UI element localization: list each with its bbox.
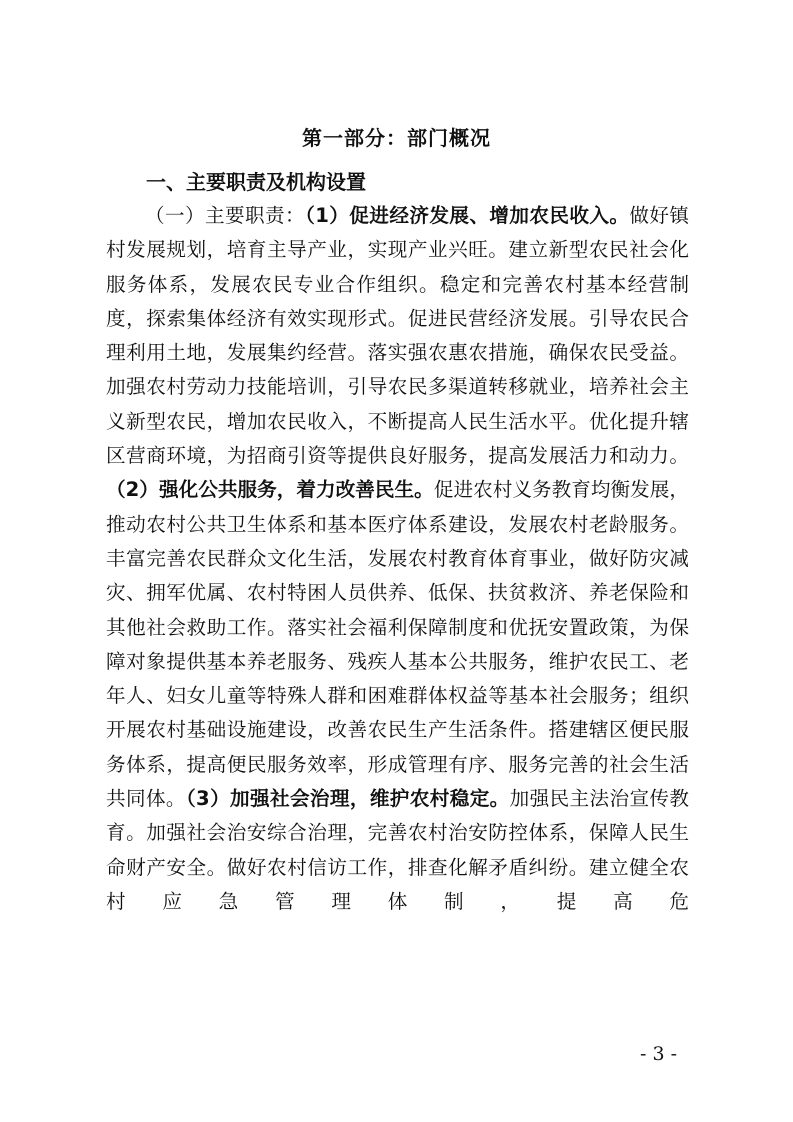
page-number: - 3 - [640,1043,678,1065]
page-title: 第一部分：部门概况 [302,126,491,150]
section-heading: 一、主要职责及机构设置 [146,170,366,194]
paragraph-run-bold: （1）促进经济发展、增加农民收入。 [305,204,630,227]
paragraph-run: （一）主要职责： [145,204,306,227]
paragraph-run-bold: （2）强化公共服务，着力改善民生。 [106,478,434,502]
body-paragraph [106,199,689,919]
paragraph-run: 促进农村义务教育均衡发展，推动农村公共卫生体系和基本医疗体系建设，发展农村老龄服务。丰富完善农民群众文化生活，发展农村教育体育事业，做好防灾减灾、拥军优属、农村特困人员供养、低保、扶贫救济、养老保险和其他社会救助工作。落实社会福利保障制度和优抚安置政策，为保障对象提供基本养老服务、残疾人基本公共服务，维护农民工、老年人、妇女儿童等特殊人群和困难群体权益等基本社会服务；组织开展农村基础设施建设，改善农民生产生活条件。搭建辖区便民服务体系，提高便民服务效率，形成管理有序、服务完善的社会生活共同体。 [106,478,690,811]
paragraph-run-bold: （3）加强社会治理，维护农村稳定。 [185,787,510,811]
paragraph-run: 加强民主法治宣传教育。加强社会治安综合治理，完善农村治安防控体系，保障人民生命财产安全。做好农村信访工作，排查化解矛盾纠纷。建立健全农村应急管理体制，提高危 [106,787,690,913]
paragraph-run: 做好镇村发展规划，培育主导产业，实现产业兴旺。建立新型农民社会化服务体系，发展农民专业合作组织。稳定和完善农村基本经营制度，探索集体经济有效实现形式。促进民营经济发展。引导农民合理利用土地，发展集约经营。落实强农惠农措施，确保农民受益。加强农村劳动力技能培训，引导农民多渠道转移就业，培养社会主义新型农民，增加农民收入，不断提高人民生活水平。优化提升辖区营商环境，为招商引资等提供良好服务，提高发展活力和动力。 [106,204,689,468]
